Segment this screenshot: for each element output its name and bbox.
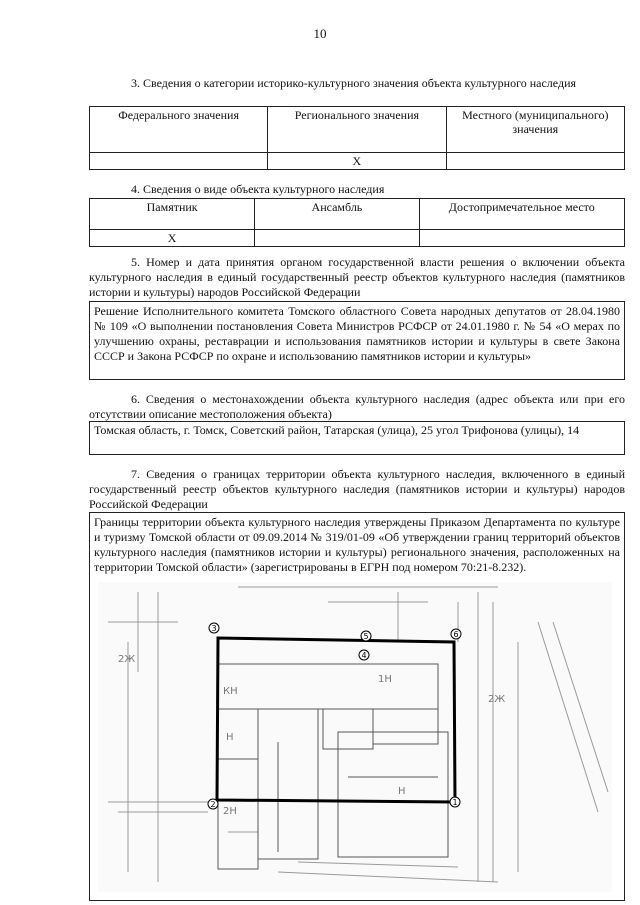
type-header-monument: Памятник [90, 199, 255, 230]
territory-map [98, 582, 612, 892]
category-value-federal [90, 153, 268, 170]
category-value-local [446, 153, 624, 170]
section-3-title: 3. Сведения о категории историко-культурного значения объекта культурного наследия [131, 76, 577, 90]
type-value-place [419, 230, 624, 247]
type-header-ensemble: Ансамбль [255, 199, 419, 230]
section-6-title: 6. Сведения о местонахождении объекта культурного наследия (адрес объекта или при его отсутствии описание местоположения объекта) [89, 392, 625, 421]
map-label-2zh-2: 2Ж [118, 654, 136, 665]
address-box: Томская область, г. Томск, Советский район, Татарская (улица), 25 угол Трифонова (улицы), 14 [89, 421, 625, 455]
point-1-label: 1 [452, 798, 458, 807]
type-value-monument: Х [90, 230, 255, 247]
borders-text: Границы территории объекта культурного наследия утверждены Приказом Департамента по культуре и туризму Томской области от 09.09.2014 № 319/01-09 «Об утверждении границ территорий объектов культурного наследия (памятников истории и культуры) регионального значения, расположенных на территории Томской области» (зарегистрированы в ЕГРН под номером 70:21-8.232). [94, 515, 620, 574]
type-header-place: Достопримечательное место [419, 199, 624, 230]
map-label-2zh-1: 2Ж [488, 694, 506, 705]
point-5-label: 5 [363, 632, 369, 641]
type-value-ensemble [255, 230, 419, 247]
page-number: 10 [313, 26, 327, 41]
map-label-2n: 2Н [223, 806, 237, 817]
point-3-label: 3 [211, 624, 217, 633]
decision-box: Решение Исполнительного комитета Томского областного Совета народных депутатов от 28.04.1980 № 109 «О выполнении постановления Совета Министров РСФСР от 24.01.1980 г. № 54 «О мерах по улучшению охраны, реставрации и использования памятников истории и культуры в свете Закона СССР и Закона РСФСР по охране и использованию памятников истории и культуры» [89, 301, 625, 380]
map-label-kn: КН [223, 686, 238, 697]
map-label-n-2: Н [398, 786, 406, 797]
map-label-n-1: Н [226, 732, 234, 743]
category-value-regional: Х [268, 153, 446, 170]
section-4-title: 4. Сведения о виде объекта культурного наследия [131, 182, 385, 196]
point-4-label: 4 [361, 651, 367, 660]
category-header-federal: Федерального значения [90, 107, 268, 153]
map-label-1n: 1Н [378, 674, 392, 685]
point-2-label: 2 [210, 800, 216, 809]
type-table [89, 198, 625, 247]
category-header-regional: Регионального значения [268, 107, 446, 153]
category-table [89, 106, 625, 170]
section-7-title: 7. Сведения о границах территории объекта культурного наследия, включенного в единый государственный реестр объектов культурного наследия (памятников истории и культуры) народов Российской Федерации [89, 467, 625, 511]
category-header-local: Местного (муниципального) значения [446, 107, 624, 153]
section-5-title: 5. Номер и дата принятия органом государственной власти решения о включении объекта культурного наследия в единый государственный реестр объектов культурного наследия (памятников истории и культуры) народов Российской Федерации [89, 255, 625, 299]
point-6-label: 6 [453, 630, 459, 639]
